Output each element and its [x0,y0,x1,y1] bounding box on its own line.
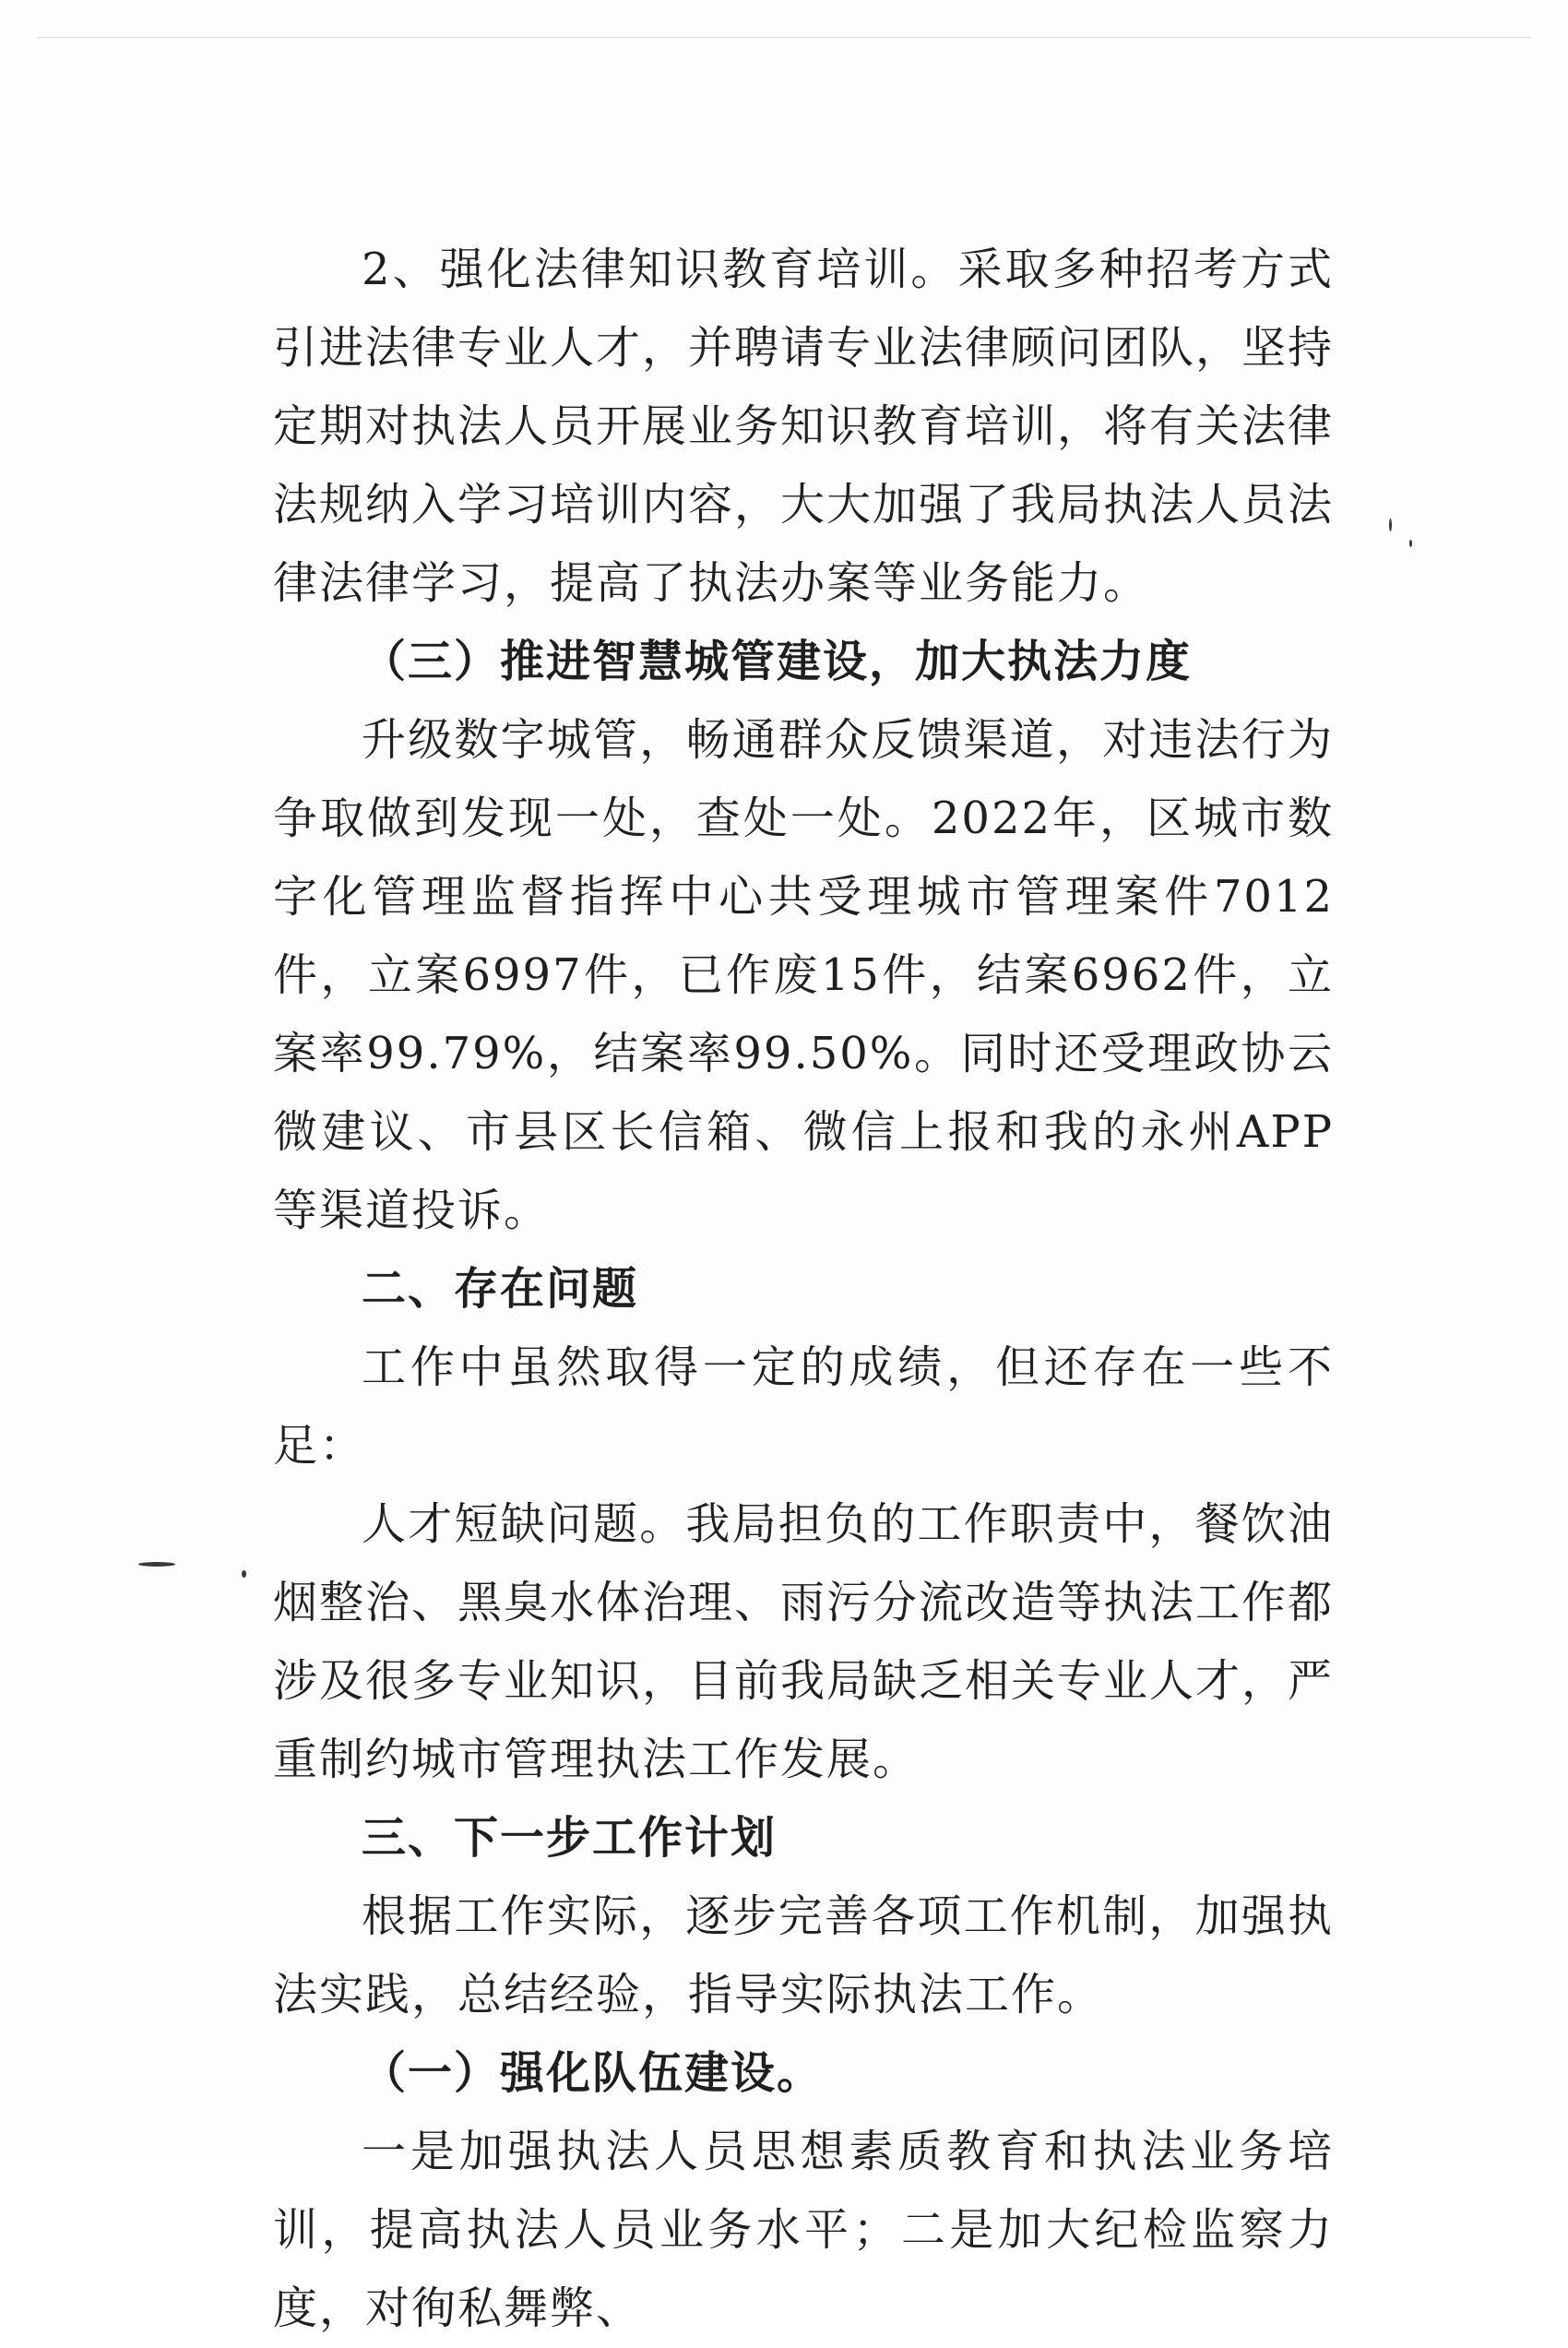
paragraph-team-training: 一是加强执法人员思想素质教育和执法业务培训，提高执法人员业务水平；二是加大纪检监察力度，对徇私舞弊、 [273,2126,1334,2334]
section-heading-smart-city: （三）推进智慧城管建设，加大执法力度 [362,636,1193,687]
scan-speck [1409,540,1412,547]
scan-speck [242,1570,246,1578]
paragraph-shortcomings-intro: 工作中虽然取得一定的成绩，但还存在一些不足： [273,1341,1334,1472]
paragraph-legal-training: 2、强化法律知识教育培训。采取多种招考方式引进法律专业人才，并聘请专业法律顾问团队，坚持定期对执法人员开展业务知识教育培训，将有关法律法规纳入学习培训内容，大大加强了我局执法人员法律法律学习，提高了执法办案等业务能力。 [273,244,1335,609]
paragraph-talent-shortage: 人才短缺问题。我局担负的工作职责中，餐饮油烟整治、黑臭水体治理、雨污分流改造等执法工作都涉及很多专业知识，目前我局缺乏相关专业人才，严重制约城市管理执法工作发展。 [273,1498,1335,1785]
paragraph-work-mechanism: 根据工作实际，逐步完善各项工作机制，加强执法实践，总结经验，指导实际执法工作。 [273,1890,1334,2020]
section-heading-next-steps: 三、下一步工作计划 [362,1812,778,1864]
paragraph-digital-management: 升级数字城管，畅通群众反馈渠道，对违法行为争取做到发现一处，查处一处。2022年，区城市数字化管理监督指挥中心共受理城市管理案件7012件，立案6997件，已作废15件，结案6962件，立案率99.79%，结案率99.50%。同时还受理政协云微建议、市县区长信箱、微信上报和我的永州APP等渠道投诉。 [273,714,1334,1236]
scan-edge-line [37,37,1531,38]
section-heading-problems: 二、存在问题 [362,1263,639,1315]
document-body [273,231,1334,2348]
scan-speck [138,1562,175,1567]
section-heading-team-building: （一）强化队伍建设。 [362,2047,824,2099]
scan-speck [1389,518,1392,531]
